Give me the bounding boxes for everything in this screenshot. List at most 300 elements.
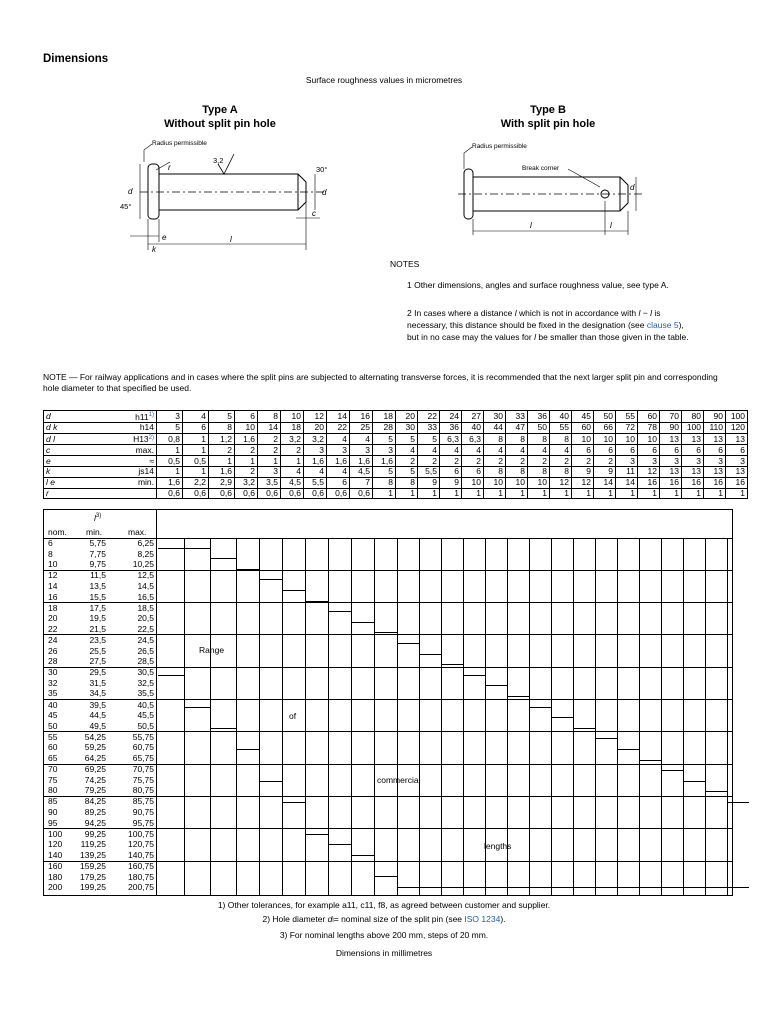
range-start-step [236,569,259,570]
dim-cell: 6 [726,445,748,456]
dim-cell: 18 [373,411,396,423]
clause-5-link[interactable]: clause 5 [646,320,679,330]
dim-symbol: e [44,456,101,467]
dim-cell: 2 [440,456,462,467]
dim-cell: 1,6 [350,456,373,467]
dim-cell: 8 [550,433,572,445]
dim-cell: 4 [350,433,373,445]
dim-cell: 4,5 [281,477,304,488]
dim-cell: 25 [350,422,373,433]
dim-cell: 6 [682,445,704,456]
dim-cell: 0,6 [209,488,235,499]
dim-cell: 1 [235,456,258,467]
dim-cell: 3,2 [235,477,258,488]
dim-cell: 110 [704,422,726,433]
dim-cell: 16 [350,411,373,423]
length-min: 21,5 [89,623,106,634]
dim-tolerance: js14 [100,467,157,478]
length-column-line [441,538,442,895]
footnote-3: 3) For nominal lengths above 200 mm, steps of 20 mm. [279,930,489,940]
dim-cell: 6 [327,477,350,488]
dim-cell: 1 [594,488,616,499]
dim-cell: 1,6 [327,456,350,467]
units-note: Dimensions in millimetres [335,948,433,958]
type-b-drawing [450,135,650,240]
length-min: 84,25 [84,796,106,807]
length-max: 80,75 [132,785,154,796]
range-end-step [397,887,419,888]
length-min: 19,5 [89,613,106,624]
range-end-step [617,887,639,888]
dim-cell: 1,6 [304,456,327,467]
range-end-step [158,675,184,676]
dim-cell: 60 [572,422,594,433]
length-max: 85,75 [132,796,154,807]
length-column-line [351,538,352,895]
dim-cell: 14 [258,422,281,433]
length-nom: 20 [48,613,58,624]
length-max: 6,25 [137,538,154,548]
type-a-title: Type A [202,104,238,116]
length-nom: 100 [48,828,63,839]
length-nom: 70 [48,764,58,775]
length-column-line [419,538,420,895]
dim-cell: 8 [396,477,418,488]
dim-cell: 3 [638,456,660,467]
length-max: 30,5 [137,667,154,678]
length-max: 18,5 [137,602,154,613]
range-start-step [328,611,351,612]
dim-cell: 2 [594,456,616,467]
dim-cell: 8 [528,467,550,478]
length-max: 100,75 [128,828,154,839]
length-max: 180,75 [128,871,154,882]
dim-cell: 33 [506,411,528,423]
dim-cell: 2 [572,456,594,467]
dim-row [44,422,748,433]
dim-cell: 20 [304,422,327,433]
note-1: 1 Other dimensions, angles and surface roughness value, see type A. [407,280,669,290]
range-start-step [507,696,529,697]
length-min: 59,25 [84,742,106,753]
length-min: 31,5 [89,677,106,688]
type-a-tip-angle: 30° [316,165,328,174]
range-start-step [210,558,236,559]
dim-cell: 9 [594,467,616,478]
length-nom: 35 [48,688,58,699]
length-group-line [156,861,732,862]
range-end-step [551,887,573,888]
length-min: 89,25 [84,807,106,817]
dim-cell: 40 [462,422,484,433]
dim-cell: 8 [209,422,235,433]
length-min: 15,5 [89,591,106,602]
range-end-step [351,855,374,856]
dim-cell: 0,5 [183,456,209,467]
dim-cell: 1 [183,445,209,456]
length-nom: 26 [48,645,58,656]
dim-cell: 1 [157,467,183,478]
dim-cell: 4 [327,433,350,445]
dim-cell: 80 [682,411,704,423]
dim-cell: 4 [440,445,462,456]
length-max: 8,25 [137,548,154,559]
dim-cell: 1 [726,488,748,499]
dim-cell: 9 [418,477,440,488]
length-max: 40,5 [137,699,154,710]
dim-cell: 13 [704,433,726,445]
length-max: 55,75 [132,731,154,742]
dim-symbol: d [44,411,101,423]
dim-cell: 2 [235,467,258,478]
dim-tolerance: H13$^{2)}$ [100,433,157,445]
svg-text:r: r [168,163,171,172]
dim-cell: 14 [594,477,616,488]
length-min: 29,5 [89,667,106,678]
range-start-step [158,548,184,549]
dim-cell: 5 [209,411,235,423]
dim-cell: 2 [258,445,281,456]
length-group-line [156,764,732,765]
dim-cell: 6 [638,445,660,456]
range-end-step [374,876,397,877]
dim-cell: 66 [594,422,616,433]
type-a-heading [150,103,290,131]
length-column-line [705,538,706,895]
svg-text:l: l [610,221,612,230]
length-min: 5,75 [89,538,106,548]
length-nom: 95 [48,817,58,828]
length-min: 99,25 [84,828,106,839]
length-max: 50,5 [137,720,154,731]
svg-text:d: d [128,187,133,196]
range-start-step [551,717,573,718]
length-max: 26,5 [137,645,154,656]
length-nom: 22 [48,623,58,634]
dim-cell: 78 [638,422,660,433]
length-column-line [305,538,306,895]
dim-cell: 14 [616,477,638,488]
dim-cell: 30 [396,422,418,433]
length-min: 27,5 [89,656,106,667]
length-nom: 65 [48,753,58,763]
dim-cell: 10 [281,411,304,423]
dim-cell: 0,6 [281,488,304,499]
length-nom-header: nom. [48,527,67,537]
dim-cell: 0,6 [350,488,373,499]
type-b-heading [478,103,618,131]
length-nom: 55 [48,731,58,742]
range-start-step [485,685,507,686]
dim-cell: 1 [440,488,462,499]
length-max: 28,5 [137,656,154,667]
dim-cell: 12 [572,477,594,488]
dim-cell: 6 [462,467,484,478]
dim-cell: 16 [726,477,748,488]
dim-cell: 4 [528,445,550,456]
railway-note: NOTE — For railway applications and in cases where the split pins are subjected to alternating transverse forces, it is recommended that the next larger split pin and corresponding hole diameter to that specified be used. [43,372,718,393]
dimensions-table [43,410,748,499]
dim-cell: 1 [418,488,440,499]
length-nom: 12 [48,570,58,581]
range-start-step [305,601,328,602]
length-max: 60,75 [132,742,154,753]
range-start-step [573,728,595,729]
dim-cell: 3 [350,445,373,456]
dim-cell: 2 [235,445,258,456]
dim-cell: 6 [616,445,638,456]
dim-row [44,477,748,488]
dim-cell: 4 [462,445,484,456]
range-start-step [374,632,397,633]
dim-cell: 8 [550,467,572,478]
dim-symbol: d l [44,433,101,445]
dim-cell: 0,8 [157,433,183,445]
range-end-step [210,728,236,729]
range-start-step [419,654,441,655]
length-nom: 160 [48,861,63,871]
dim-cell: 0,6 [304,488,327,499]
dim-cell: 1 [616,488,638,499]
length-min: 74,25 [84,774,106,785]
dim-cell: 8 [506,433,528,445]
dim-cell: 10 [462,477,484,488]
length-min: 119,25 [80,839,106,850]
dim-row [44,488,748,499]
range-end-step [305,834,328,835]
dim-cell: 1 [157,445,183,456]
type-b-radius-label: Radius permissible [472,143,527,150]
dim-cell: 5 [418,433,440,445]
dim-cell: 3 [258,467,281,478]
dim-cell: 50 [594,411,616,423]
range-end-step [705,887,727,888]
length-column-line [282,538,283,895]
length-nom: 16 [48,591,58,602]
dim-cell: 3 [157,411,183,423]
dim-cell: 2 [484,456,506,467]
dim-cell: 60 [638,411,660,423]
range-end-step [683,887,705,888]
dim-cell: 4 [396,445,418,456]
dim-cell: 2 [396,456,418,467]
dim-cell: 10 [235,422,258,433]
length-min: 199,25 [80,882,106,893]
dim-cell: 22 [418,411,440,423]
length-nom: 10 [48,559,58,570]
length-nom: 50 [48,720,58,731]
dim-cell: 55 [616,411,638,423]
dim-tolerance [100,488,157,499]
length-nom: 8 [48,548,53,559]
dim-cell: 5,5 [418,467,440,478]
range-start-step [463,675,485,676]
range-start-step [184,548,210,549]
length-min: 23,5 [89,634,106,645]
dim-cell: 8 [373,477,396,488]
range-end-step [463,887,485,888]
range-end-step [639,887,661,888]
dim-cell: 45 [572,411,594,423]
length-min: 94,25 [84,817,106,828]
dim-cell: 1 [638,488,660,499]
dim-cell: 2 [209,445,235,456]
dim-cell: 2,2 [183,477,209,488]
length-symbol: $l^{3)}$ [94,513,102,523]
dim-tolerance: min. [100,477,157,488]
dim-cell: 3 [726,456,748,467]
dim-cell: 1 [373,488,396,499]
dim-cell: 0,6 [235,488,258,499]
range-start-step [727,802,749,803]
dim-cell: 40 [550,411,572,423]
length-max: 65,75 [132,753,154,763]
dim-cell: 20 [396,411,418,423]
length-min: 49,5 [89,720,106,731]
length-table [43,509,733,896]
dim-cell: 3,2 [281,433,304,445]
range-end-step [236,749,259,750]
dim-symbol: d k [44,422,101,433]
dim-cell: 1 [682,488,704,499]
length-column-line [683,538,684,895]
range-start-step [705,791,727,792]
dim-cell: 72 [616,422,638,433]
svg-text:d: d [322,188,327,197]
dim-cell: 9 [572,467,594,478]
range-end-step [485,887,507,888]
length-column-line [661,538,662,895]
length-max: 95,75 [132,817,154,828]
length-column-line [573,538,574,895]
dim-cell: 6 [572,445,594,456]
range-end-step [259,781,282,782]
dim-cell: 3,2 [304,433,327,445]
range-start-step [683,781,705,782]
dim-cell: 1 [572,488,594,499]
footnote-2: 2) Hole diameter dl= nominal size of the split pin (see ISO 1234). [262,914,506,924]
dim-cell: 90 [660,422,682,433]
range-word-1: Range [199,645,225,655]
dim-symbol: c [44,445,101,456]
dim-cell: 10 [506,477,528,488]
range-start-step [351,622,374,623]
length-column-line [617,538,618,895]
dim-cell: 0,6 [157,488,183,499]
dim-cell: 1 [258,456,281,467]
dim-cell: 0,6 [258,488,281,499]
dim-cell: 1 [484,488,506,499]
iso-1234-link[interactable]: ISO 1234 [464,914,501,924]
length-nom: 80 [48,785,58,796]
dim-row [44,411,748,423]
dim-row [44,445,748,456]
dim-cell: 27 [462,411,484,423]
dim-cell: 8 [484,467,506,478]
dim-cell: 10 [572,433,594,445]
footnote-1: 1) Other tolerances, for example a11, c11, f8, as agreed between customer and supplier. [217,900,551,910]
dim-cell: 90 [704,411,726,423]
dim-cell: 6,3 [440,433,462,445]
type-a-roughness-label: 3,2 [213,156,224,165]
dim-row [44,433,748,445]
dim-cell: 30 [484,411,506,423]
length-min: 9,75 [89,559,106,570]
length-max: 75,75 [132,774,154,785]
dim-cell: 16 [660,477,682,488]
length-column-line [397,538,398,895]
dim-cell: 4 [418,445,440,456]
length-nom: 45 [48,710,58,721]
dim-cell: 2 [462,456,484,467]
length-max: 14,5 [137,580,154,591]
dim-cell: 12 [550,477,572,488]
dim-cell: 28 [373,422,396,433]
dim-cell: 6 [183,422,209,433]
dim-cell: 2 [418,456,440,467]
dim-cell: 2 [550,456,572,467]
type-b-subtitle: With split pin hole [500,118,596,130]
length-min-header: min. [86,527,103,537]
dim-cell: 2 [258,433,281,445]
length-min: 39,5 [89,699,106,710]
length-max: 70,75 [132,764,154,775]
dim-cell: 1 [528,488,550,499]
dim-cell: 1,2 [209,433,235,445]
length-column-line [595,538,596,895]
dim-cell: 13 [726,467,748,478]
length-max: 120,75 [128,839,154,850]
length-max: 32,5 [137,677,154,688]
length-min: 69,25 [84,764,106,775]
type-b-break-corner-label: Break corner [522,165,560,172]
length-nom: 6 [48,538,53,548]
length-max: 12,5 [137,570,154,581]
dim-cell: 4 [304,467,327,478]
length-group-line [156,667,732,668]
length-group-line [156,699,732,700]
dim-cell: 1 [462,488,484,499]
length-nom: 40 [48,699,58,710]
dim-cell: 5 [373,433,396,445]
length-min: 179,25 [80,871,106,882]
range-start-step [595,738,617,739]
length-max: 22,5 [137,623,154,634]
dim-cell: 12 [638,467,660,478]
dim-cell: 10 [638,433,660,445]
length-max: 160,75 [128,861,154,871]
range-end-step [573,887,595,888]
length-nom: 60 [48,742,58,753]
length-group-line [156,731,732,732]
range-word-4: lengths [484,841,512,851]
dim-cell: 8 [258,411,281,423]
dim-cell: 3 [660,456,682,467]
length-column-line [639,538,640,895]
notes-title: NOTES [390,259,420,269]
dim-cell: 16 [704,477,726,488]
range-start-step [639,760,661,761]
surface-roughness-caption: Surface roughness values in micrometres [305,75,463,85]
dim-cell: 13 [726,433,748,445]
dim-cell: 70 [660,411,682,423]
dim-cell: 4 [506,445,528,456]
dim-cell: 3 [304,445,327,456]
dim-row [44,456,748,467]
range-start-step [617,749,639,750]
dim-cell: 8 [484,433,506,445]
dim-cell: 3 [373,445,396,456]
